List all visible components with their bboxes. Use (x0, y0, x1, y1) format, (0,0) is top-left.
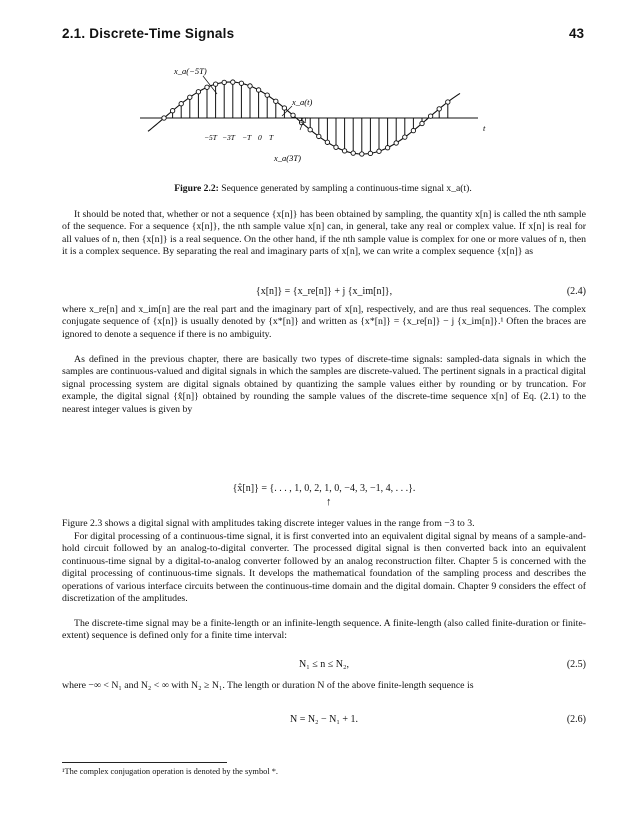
sample-point (377, 149, 381, 153)
sample-point (205, 85, 209, 89)
label-t-axis: t (483, 123, 486, 133)
equation-2-6 (62, 714, 586, 728)
tick-label: T (269, 133, 274, 142)
sample-point (196, 90, 200, 94)
equation-2-5 (62, 659, 586, 673)
paragraph-text: Figure 2.3 shows a digital signal with amplitudes taking discrete integer values in the range from −3 to 3. (62, 518, 475, 529)
label-xa-minus5T: x_a(−5T) (174, 66, 207, 76)
equation-quantized-sequence (62, 483, 586, 497)
sample-point (368, 151, 372, 155)
paragraph-text: As defined in the previous chapter, there are basically two types of discrete-time signals: sampled-data signals in which the samples are continuous-valued and digital signals in which the samples are discrete-valued. The pertinent signals in a practical digital signal processing system are digital signals obtained by quantizing the sample values either by rounding or by truncation. For example, the digital signal {x̂[n]} obtained by rounding the sample values of the discrete-time sequence x[n] of Eq. (2.1) to the nearest integer values is given by (62, 354, 586, 415)
sample-point (282, 106, 286, 110)
sample-point (428, 114, 432, 118)
page-header (62, 26, 584, 46)
sample-point (411, 128, 415, 132)
sample-point (360, 152, 364, 156)
sample-point (222, 80, 226, 84)
figure-caption (62, 183, 584, 194)
paragraph-text: For digital processing of a continuous-time signal, it is first converted into an equivalent digital signal by means of a sample-and-hold circuit followed by an analog-to-digital converter. The processed digital signal is then converted back into an equivalent continuous-time signal by a digital-to-analog converter followed by an analog reconstruction filter. Chapter 5 is concerned with the digital processing of continuous-time signals. It develops the mathematical foundation of the sampling process and describes the operations of various interface circuits between the continuous-time domain and the digital domain. Chapter 9 considers the effect of discretization of the amplitudes. (62, 531, 586, 605)
sample-point (385, 145, 389, 149)
equation-number: (2.4) (566, 286, 586, 297)
paragraph-2 (62, 304, 586, 341)
origin-arrow: ↑ (326, 496, 332, 508)
sample-point (256, 88, 260, 92)
sample-point (317, 134, 321, 138)
tick-label: −T (242, 133, 252, 142)
equation-number: (2.6) (566, 714, 586, 725)
caption-label: Figure 2.2: (174, 183, 219, 194)
equation-number: (2.5) (566, 659, 586, 670)
section-title: 2.1. Discrete-Time Signals (62, 26, 235, 41)
sample-point (394, 141, 398, 145)
paragraph-text: where −∞ < N₁ and N₂ < ∞ with N₂ ≥ N₁. The length or duration N of the above finite-length sequence is (62, 680, 474, 691)
sample-point (274, 99, 278, 103)
page-number: 43 (568, 26, 584, 41)
paragraph-3 (62, 354, 586, 416)
label-3T: 3T (299, 116, 308, 125)
equation-body: N = N₂ − N₁ + 1. (289, 714, 359, 725)
paragraph-text: The discrete-time signal may be a finite-length or an infinite-length sequence. A finite-length (also called finite-duration or finite-extent) sequence is defined only for a finite time interval: (62, 618, 586, 642)
tick-label: −3T (222, 133, 235, 142)
sample-point (325, 140, 329, 144)
sample-point (420, 121, 424, 125)
paragraph-text: It should be noted that, whether or not a sequence {x[n]} has been obtained by sampling, the quantity x[n] is called the nth sample of the sequence. For a sequence {x[n]}, the nth sample value x[n] can, in general, take any real or complex value. If x[n] is real for all values of n, then {x[n]} is a real sequence. On the other hand, if the nth sample value is complex for one or more values of n, then it is a complex sequence. By separating the real and imaginary parts of x[n], we can write a complex sequence {x[n]} as (62, 209, 586, 258)
sample-point (351, 151, 355, 155)
paragraph-text: where x_re[n] and x_im[n] are the real part and the imaginary part of x[n], respectively, and are thus real sequences. The complex conjugate sequence of {x[n]} is usually denoted by {x*[n]} and written as {x*[n]} = {x_re[n]} − j {x_im[n]}.¹ Often the braces are ignored to denote a sequence if there is no ambiguity. (62, 304, 586, 340)
paragraph-5 (62, 531, 586, 605)
sampling-figure (140, 58, 500, 176)
tick-label: −5T (204, 133, 217, 142)
sample-point (308, 128, 312, 132)
sample-point (342, 149, 346, 153)
sample-point (334, 145, 338, 149)
paragraph-4 (62, 518, 586, 530)
sample-point (265, 93, 269, 97)
paragraph-6 (62, 618, 586, 643)
sample-point (231, 80, 235, 84)
paragraph-7 (62, 680, 586, 692)
sample-point (239, 81, 243, 85)
caption-text: Sequence generated by sampling a continuous-time signal x_a(t). (221, 183, 472, 194)
footnote-rule (62, 762, 227, 763)
equation-body: N₁ ≤ n ≤ N₂, (299, 659, 349, 670)
sample-point (291, 113, 295, 117)
equation-body: {x̂[n]} = {. . . , 1, 0, 2, 1, 0, −4, 3, −1, 4, . . .}. (232, 483, 416, 494)
label-xa-3T: x_a(3T) (274, 153, 301, 163)
tick-label: 0 (258, 133, 262, 142)
sample-point (248, 84, 252, 88)
sample-point (170, 108, 174, 112)
footnote: ¹The complex conjugation operation is denoted by the symbol *. (62, 767, 279, 776)
sample-point (162, 116, 166, 120)
sample-point (403, 135, 407, 139)
sample-point (179, 101, 183, 105)
sample-point (446, 100, 450, 104)
equation-2-4 (62, 286, 586, 300)
equation-body: {x[n]} = {x_re[n]} + j {x_im[n]}, (255, 286, 393, 297)
sample-point (188, 95, 192, 99)
label-xa-t: x_a(t) (292, 97, 313, 107)
sample-point (437, 107, 441, 111)
sample-point (213, 82, 217, 86)
paragraph-1 (62, 209, 586, 259)
